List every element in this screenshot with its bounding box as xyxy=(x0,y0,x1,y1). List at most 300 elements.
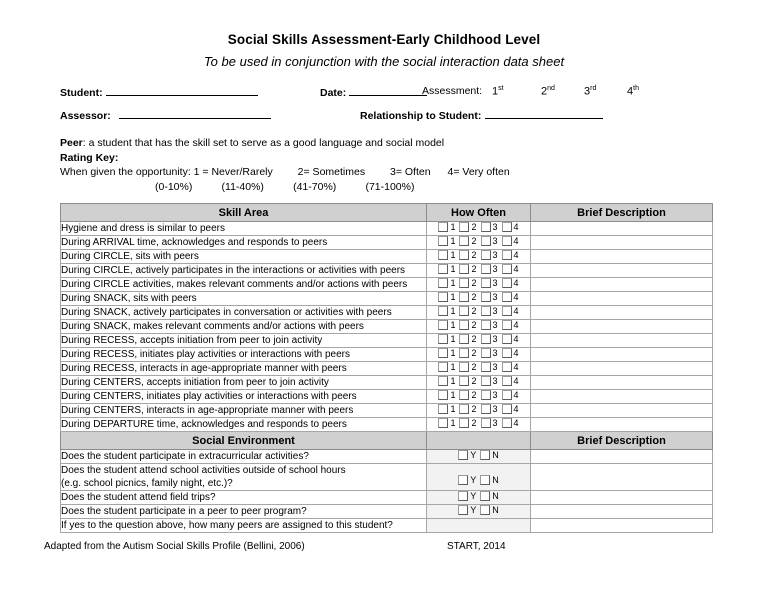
brief-description-cell[interactable] xyxy=(531,376,713,390)
yesno-1-group xyxy=(456,450,501,460)
checkbox-icon[interactable] xyxy=(459,278,469,288)
question-line-1: Does the student attend school activities outside of school hours xyxy=(61,465,346,476)
brief-description-cell[interactable] xyxy=(531,278,713,292)
rating-12-option-1[interactable] xyxy=(438,376,455,386)
yesno-1-option-label: Y xyxy=(470,450,477,460)
question-line-1: Does the student participate in a peer to peer program? xyxy=(61,506,307,517)
how-often-cell xyxy=(427,222,531,236)
checkbox-icon[interactable] xyxy=(502,222,512,232)
rating-3-option-label: 1 xyxy=(450,250,456,260)
yesno-2-option-Y[interactable] xyxy=(458,475,476,485)
assessment-ordinal-1: st xyxy=(498,85,504,92)
rating-7-option-label: 1 xyxy=(450,306,456,316)
rating-1-option-1[interactable] xyxy=(438,222,455,232)
checkbox-icon[interactable] xyxy=(502,236,512,246)
rating-5-option-2[interactable] xyxy=(459,278,476,288)
rating-9-option-2[interactable] xyxy=(459,334,476,344)
checkbox-icon[interactable] xyxy=(502,376,512,386)
checkbox-icon[interactable] xyxy=(481,306,491,316)
checkbox-icon[interactable] xyxy=(481,320,491,330)
rating-11-group xyxy=(436,362,520,372)
rating-12-option-label: 4 xyxy=(513,376,519,386)
table-row xyxy=(61,404,713,418)
rating-13-option-1[interactable] xyxy=(438,390,455,400)
header-skill-area: Skill Area xyxy=(61,204,427,222)
rating-10-option-label: 3 xyxy=(492,348,498,358)
checkbox-icon[interactable] xyxy=(438,362,448,372)
rating-13-option-label: 3 xyxy=(492,390,498,400)
social-environment-header: Social Environment xyxy=(61,432,427,450)
assessment-ordinal-3: rd xyxy=(590,85,597,92)
checkbox-icon[interactable] xyxy=(481,236,491,246)
rating-15-option-1[interactable] xyxy=(438,418,455,428)
checkbox-icon[interactable] xyxy=(502,334,512,344)
rating-2-option-2[interactable] xyxy=(459,236,476,246)
checkbox-icon[interactable] xyxy=(502,404,512,414)
how-often-cell xyxy=(427,278,531,292)
checkbox-icon[interactable] xyxy=(438,236,448,246)
rating-10-group xyxy=(436,348,520,358)
rating-6-option-4[interactable] xyxy=(502,292,519,302)
rating-8-option-3[interactable] xyxy=(481,320,498,330)
rating-14-group xyxy=(436,404,520,414)
rating-4-option-3[interactable] xyxy=(481,264,498,274)
yesno-1-option-label: N xyxy=(492,450,499,460)
rating-6-group xyxy=(436,292,520,302)
rating-14-option-3[interactable] xyxy=(481,404,498,414)
rating-key-label: Rating Key: xyxy=(60,151,119,164)
skill-area-cell: During SNACK, actively participates in conversation or activities with peers xyxy=(61,306,427,320)
rating-9-option-4[interactable] xyxy=(502,334,519,344)
rating-6-option-2[interactable] xyxy=(459,292,476,302)
rating-12-group xyxy=(436,376,520,386)
checkbox-icon[interactable] xyxy=(458,475,468,485)
rating-3-option-3[interactable] xyxy=(481,250,498,260)
rating-1-option-label: 2 xyxy=(471,222,477,232)
table-row xyxy=(61,250,713,264)
rating-7-group xyxy=(436,306,520,316)
yesno-3-group xyxy=(456,491,501,501)
checkbox-icon[interactable] xyxy=(438,222,448,232)
rating-3-group xyxy=(436,250,520,260)
table-row xyxy=(61,418,713,432)
checkbox-icon[interactable] xyxy=(502,264,512,274)
rating-14-option-1[interactable] xyxy=(438,404,455,414)
skill-area-cell: During RECESS, initiates play activities or interactions with peers xyxy=(61,348,427,362)
date-input[interactable] xyxy=(349,85,427,96)
yesno-3-option-label: N xyxy=(492,491,499,501)
rating-13-option-2[interactable] xyxy=(459,390,476,400)
social-environment-header-blank xyxy=(427,432,531,450)
skill-area-cell: During RECESS, interacts in age-appropriate manner with peers xyxy=(61,362,427,376)
skill-area-cell: During SNACK, makes relevant comments and/or actions with peers xyxy=(61,320,427,334)
rating-5-option-1[interactable] xyxy=(438,278,455,288)
rating-4-option-label: 4 xyxy=(513,264,519,274)
rating-11-option-label: 4 xyxy=(513,362,519,372)
checkbox-icon[interactable] xyxy=(438,306,448,316)
how-often-cell xyxy=(427,376,531,390)
how-often-cell xyxy=(427,348,531,362)
rating-8-option-label: 4 xyxy=(513,320,519,330)
rating-9-option-3[interactable] xyxy=(481,334,498,344)
skill-area-cell: During CENTERS, interacts in age-appropriate manner with peers xyxy=(61,404,427,418)
table-row xyxy=(61,222,713,236)
checkbox-icon[interactable] xyxy=(459,250,469,260)
brief-description-cell[interactable] xyxy=(531,404,713,418)
yesno-3-option-label: Y xyxy=(470,491,477,501)
peer-label: Peer xyxy=(60,137,83,149)
checkbox-icon[interactable] xyxy=(502,320,512,330)
rating-3-option-2[interactable] xyxy=(459,250,476,260)
checkbox-icon[interactable] xyxy=(502,362,512,372)
table-row xyxy=(61,320,713,334)
checkbox-icon[interactable] xyxy=(502,348,512,358)
brief-description-cell[interactable] xyxy=(531,362,713,376)
checkbox-icon[interactable] xyxy=(481,292,491,302)
checkbox-icon[interactable] xyxy=(459,390,469,400)
question-line-2: (e.g. school picnics, family night, etc.)? xyxy=(61,478,233,489)
rating-11-option-label: 3 xyxy=(492,362,498,372)
yes-no-cell xyxy=(427,519,531,533)
assessor-label: Assessor: xyxy=(60,110,111,122)
yesno-4-option-label: N xyxy=(492,505,499,515)
checkbox-icon[interactable] xyxy=(458,505,468,515)
checkbox-icon[interactable] xyxy=(438,390,448,400)
yes-no-cell xyxy=(427,505,531,519)
rating-14-option-2[interactable] xyxy=(459,404,476,414)
rating-1-option-4[interactable] xyxy=(502,222,519,232)
rating-12-option-label: 2 xyxy=(471,376,477,386)
footer-org: START, 2014 xyxy=(447,541,506,552)
rating-13-option-label: 4 xyxy=(513,390,519,400)
brief-description-cell[interactable] xyxy=(531,306,713,320)
yesno-1-option-Y[interactable] xyxy=(458,450,476,460)
checkbox-icon[interactable] xyxy=(481,390,491,400)
yesno-4-option-N[interactable] xyxy=(480,505,499,515)
brief-description-cell[interactable] xyxy=(531,320,713,334)
checkbox-icon[interactable] xyxy=(480,491,490,501)
brief-description-cell[interactable] xyxy=(531,418,713,432)
checkbox-icon[interactable] xyxy=(438,320,448,330)
student-input[interactable] xyxy=(106,85,258,96)
checkbox-icon[interactable] xyxy=(438,250,448,260)
checkbox-icon[interactable] xyxy=(438,376,448,386)
checkbox-icon[interactable] xyxy=(502,250,512,260)
social-environment-header-row xyxy=(61,432,713,450)
yesno-4-option-Y[interactable] xyxy=(458,505,476,515)
rating-10-option-3[interactable] xyxy=(481,348,498,358)
rating-8-option-4[interactable] xyxy=(502,320,519,330)
yesno-4-option-label: Y xyxy=(470,505,477,515)
peer-definition-line xyxy=(60,136,768,151)
relationship-label: Relationship to Student: xyxy=(360,110,482,122)
social-environment-description-cell[interactable] xyxy=(531,519,713,533)
how-often-cell xyxy=(427,264,531,278)
percent-ranges-line: (0-10%) (11-40%) (41-70%) (71-100%) xyxy=(155,180,415,193)
scale-item-2: 2= Sometimes xyxy=(297,166,366,178)
rating-14-option-label: 3 xyxy=(492,404,498,414)
rating-6-option-1[interactable] xyxy=(438,292,455,302)
skill-area-cell: During DEPARTURE time, acknowledges and responds to peers xyxy=(61,418,427,432)
checkbox-icon[interactable] xyxy=(438,292,448,302)
brief-description-cell[interactable] xyxy=(531,222,713,236)
checkbox-icon[interactable] xyxy=(481,348,491,358)
rating-3-option-label: 4 xyxy=(513,250,519,260)
rating-11-option-label: 2 xyxy=(471,362,477,372)
rating-4-option-label: 2 xyxy=(471,264,477,274)
rating-1-option-label: 1 xyxy=(450,222,456,232)
rating-12-option-2[interactable] xyxy=(459,376,476,386)
social-environment-question-cell xyxy=(61,450,427,464)
page-subtitle: To be used in conjunction with the social interaction data sheet xyxy=(203,54,565,69)
skill-area-cell: During CIRCLE, sits with peers xyxy=(61,250,427,264)
checkbox-icon[interactable] xyxy=(459,362,469,372)
checkbox-icon[interactable] xyxy=(480,450,490,460)
yesno-2-option-label: N xyxy=(492,475,499,485)
checkbox-icon[interactable] xyxy=(481,278,491,288)
rating-9-option-1[interactable] xyxy=(438,334,455,344)
header-brief-description: Brief Description xyxy=(531,204,713,222)
scale-item-4: 4= Very often xyxy=(447,166,510,178)
checkbox-icon[interactable] xyxy=(459,348,469,358)
rating-5-option-3[interactable] xyxy=(481,278,498,288)
rating-1-option-2[interactable] xyxy=(459,222,476,232)
rating-11-option-2[interactable] xyxy=(459,362,476,372)
rating-2-option-label: 2 xyxy=(471,236,477,246)
rating-6-option-label: 4 xyxy=(513,292,519,302)
checkbox-icon[interactable] xyxy=(459,404,469,414)
social-environment-brief-description-header: Brief Description xyxy=(531,432,713,450)
social-environment-description-cell[interactable] xyxy=(531,450,713,464)
rating-11-option-3[interactable] xyxy=(481,362,498,372)
assessment-ordinal-4: th xyxy=(633,85,639,92)
social-environment-row xyxy=(61,450,713,464)
social-environment-question-cell xyxy=(61,505,427,519)
yesno-2-option-N[interactable] xyxy=(480,475,499,485)
peer-definition: : a student that has the skill set to serve as a good language and social model xyxy=(82,137,445,149)
checkbox-icon[interactable] xyxy=(459,264,469,274)
rating-7-option-2[interactable] xyxy=(459,306,476,316)
rating-8-option-1[interactable] xyxy=(438,320,455,330)
question-line-1: Does the student participate in extracurricular activities? xyxy=(61,451,309,462)
social-environment-description-cell[interactable] xyxy=(531,491,713,505)
rating-6-option-3[interactable] xyxy=(481,292,498,302)
rating-5-option-label: 2 xyxy=(471,278,477,288)
brief-description-cell[interactable] xyxy=(531,292,713,306)
rating-4-option-1[interactable] xyxy=(438,264,455,274)
yesno-1-option-N[interactable] xyxy=(480,450,499,460)
rating-6-option-label: 3 xyxy=(492,292,498,302)
rating-7-option-label: 3 xyxy=(492,306,498,316)
checkbox-icon[interactable] xyxy=(502,418,512,428)
yesno-3-option-Y[interactable] xyxy=(458,491,476,501)
checkbox-icon[interactable] xyxy=(438,278,448,288)
social-environment-question-cell xyxy=(61,464,427,491)
rating-6-option-label: 2 xyxy=(471,292,477,302)
checkbox-icon[interactable] xyxy=(459,320,469,330)
rating-15-option-label: 4 xyxy=(513,418,519,428)
checkbox-icon[interactable] xyxy=(481,334,491,344)
page-title: Social Skills Assessment-Early Childhood Level xyxy=(227,32,541,47)
footer-source: Adapted from the Autism Social Skills Profile (Bellini, 2006) xyxy=(44,541,305,552)
rating-8-option-label: 3 xyxy=(492,320,498,330)
rating-3-option-label: 2 xyxy=(471,250,477,260)
rating-2-option-label: 3 xyxy=(492,236,498,246)
checkbox-icon[interactable] xyxy=(459,418,469,428)
checkbox-icon[interactable] xyxy=(459,236,469,246)
rating-5-group xyxy=(436,278,520,288)
assessor-input[interactable] xyxy=(119,108,271,119)
identification-block xyxy=(0,85,768,131)
rating-10-option-2[interactable] xyxy=(459,348,476,358)
checkbox-icon[interactable] xyxy=(438,418,448,428)
checkbox-icon[interactable] xyxy=(459,376,469,386)
checkbox-icon[interactable] xyxy=(459,306,469,316)
rating-key-block xyxy=(0,136,768,194)
rating-10-option-label: 2 xyxy=(471,348,477,358)
checkbox-icon[interactable] xyxy=(458,450,468,460)
checkbox-icon[interactable] xyxy=(481,250,491,260)
how-often-cell xyxy=(427,390,531,404)
table-header-row xyxy=(61,204,713,222)
how-often-cell xyxy=(427,236,531,250)
identification-row-2 xyxy=(60,108,728,131)
rating-7-option-1[interactable] xyxy=(438,306,455,316)
checkbox-icon[interactable] xyxy=(438,348,448,358)
rating-14-option-4[interactable] xyxy=(502,404,519,414)
checkbox-icon[interactable] xyxy=(459,292,469,302)
checkbox-icon[interactable] xyxy=(459,222,469,232)
rating-7-option-label: 4 xyxy=(513,306,519,316)
rating-12-option-label: 1 xyxy=(450,376,456,386)
skill-area-cell: During SNACK, sits with peers xyxy=(61,292,427,306)
checkbox-icon[interactable] xyxy=(502,306,512,316)
brief-description-cell[interactable] xyxy=(531,264,713,278)
table-row xyxy=(61,334,713,348)
rating-5-option-4[interactable] xyxy=(502,278,519,288)
checkbox-icon[interactable] xyxy=(481,376,491,386)
social-environment-description-cell[interactable] xyxy=(531,505,713,519)
table-row xyxy=(61,278,713,292)
checkbox-icon[interactable] xyxy=(481,362,491,372)
rating-13-option-3[interactable] xyxy=(481,390,498,400)
assessment-ordinal-2: nd xyxy=(547,85,555,92)
social-environment-row xyxy=(61,505,713,519)
rating-5-option-label: 1 xyxy=(450,278,456,288)
assessment-option-1[interactable]: 1st xyxy=(492,85,504,98)
rating-2-option-3[interactable] xyxy=(481,236,498,246)
checkbox-icon[interactable] xyxy=(438,404,448,414)
relationship-input[interactable] xyxy=(485,108,603,119)
social-environment-description-cell[interactable] xyxy=(531,464,713,491)
brief-description-cell[interactable] xyxy=(531,334,713,348)
rating-9-option-label: 4 xyxy=(513,334,519,344)
checkbox-icon[interactable] xyxy=(481,222,491,232)
rating-12-option-4[interactable] xyxy=(502,376,519,386)
checkbox-icon[interactable] xyxy=(438,334,448,344)
rating-8-option-2[interactable] xyxy=(459,320,476,330)
rating-3-option-1[interactable] xyxy=(438,250,455,260)
rating-13-option-label: 1 xyxy=(450,390,456,400)
rating-4-option-2[interactable] xyxy=(459,264,476,274)
relationship-field-group xyxy=(360,108,603,122)
social-environment-row xyxy=(61,491,713,505)
rating-scale-line xyxy=(60,165,768,180)
brief-description-cell[interactable] xyxy=(531,348,713,362)
rating-2-option-4[interactable] xyxy=(502,236,519,246)
yes-no-cell xyxy=(427,491,531,505)
rating-10-option-1[interactable] xyxy=(438,348,455,358)
date-label: Date: xyxy=(320,87,347,99)
rating-13-option-4[interactable] xyxy=(502,390,519,400)
rating-3-option-label: 3 xyxy=(492,250,498,260)
social-environment-row xyxy=(61,519,713,533)
rating-4-option-4[interactable] xyxy=(502,264,519,274)
rating-6-option-label: 1 xyxy=(450,292,456,302)
rating-1-option-3[interactable] xyxy=(481,222,498,232)
rating-7-option-4[interactable] xyxy=(502,306,519,316)
assessment-option-4[interactable]: 4th xyxy=(627,85,639,98)
checkbox-icon[interactable] xyxy=(481,418,491,428)
checkbox-icon[interactable] xyxy=(459,334,469,344)
how-often-cell xyxy=(427,418,531,432)
skill-area-cell: During RECESS, accepts initiation from peer to join activity xyxy=(61,334,427,348)
rating-15-option-2[interactable] xyxy=(459,418,476,428)
scale-item-3: 3= Often xyxy=(390,166,431,178)
rating-10-option-4[interactable] xyxy=(502,348,519,358)
assessment-table-container xyxy=(0,203,768,533)
identification-row-1 xyxy=(60,85,728,108)
skill-area-cell: During CENTERS, initiates play activities or interactions with peers xyxy=(61,390,427,404)
yes-no-cell xyxy=(427,450,531,464)
assessment-option-2[interactable]: 2nd xyxy=(541,85,555,98)
checkbox-icon[interactable] xyxy=(481,264,491,274)
rating-12-option-3[interactable] xyxy=(481,376,498,386)
yesno-2-option-label: Y xyxy=(470,475,477,485)
brief-description-cell[interactable] xyxy=(531,236,713,250)
rating-3-option-4[interactable] xyxy=(502,250,519,260)
checkbox-icon[interactable] xyxy=(502,292,512,302)
date-field-group xyxy=(320,85,427,99)
brief-description-cell[interactable] xyxy=(531,250,713,264)
rating-11-option-1[interactable] xyxy=(438,362,455,372)
checkbox-icon[interactable] xyxy=(438,264,448,274)
rating-4-option-label: 3 xyxy=(492,264,498,274)
checkbox-icon[interactable] xyxy=(481,404,491,414)
rating-15-option-4[interactable] xyxy=(502,418,519,428)
rating-2-option-label: 1 xyxy=(450,236,456,246)
checkbox-icon[interactable] xyxy=(458,491,468,501)
rating-14-option-label: 1 xyxy=(450,404,456,414)
skill-area-cell: Hygiene and dress is similar to peers xyxy=(61,222,427,236)
rating-2-option-1[interactable] xyxy=(438,236,455,246)
scale-intro: When given the opportunity: 1 = Never/Rarely xyxy=(60,166,273,178)
rating-7-option-3[interactable] xyxy=(481,306,498,316)
checkbox-icon[interactable] xyxy=(502,278,512,288)
brief-description-cell[interactable] xyxy=(531,390,713,404)
checkbox-icon[interactable] xyxy=(502,390,512,400)
checkbox-icon[interactable] xyxy=(480,475,490,485)
checkbox-icon[interactable] xyxy=(480,505,490,515)
social-environment-question-cell xyxy=(61,491,427,505)
rating-11-option-4[interactable] xyxy=(502,362,519,372)
skill-area-cell: During CIRCLE activities, makes relevant comments and/or actions with peers xyxy=(61,278,427,292)
rating-15-group xyxy=(436,418,520,428)
rating-10-option-label: 1 xyxy=(450,348,456,358)
assessment-option-3[interactable]: 3rd xyxy=(584,85,597,98)
yesno-3-option-N[interactable] xyxy=(480,491,499,501)
rating-15-option-3[interactable] xyxy=(481,418,498,428)
